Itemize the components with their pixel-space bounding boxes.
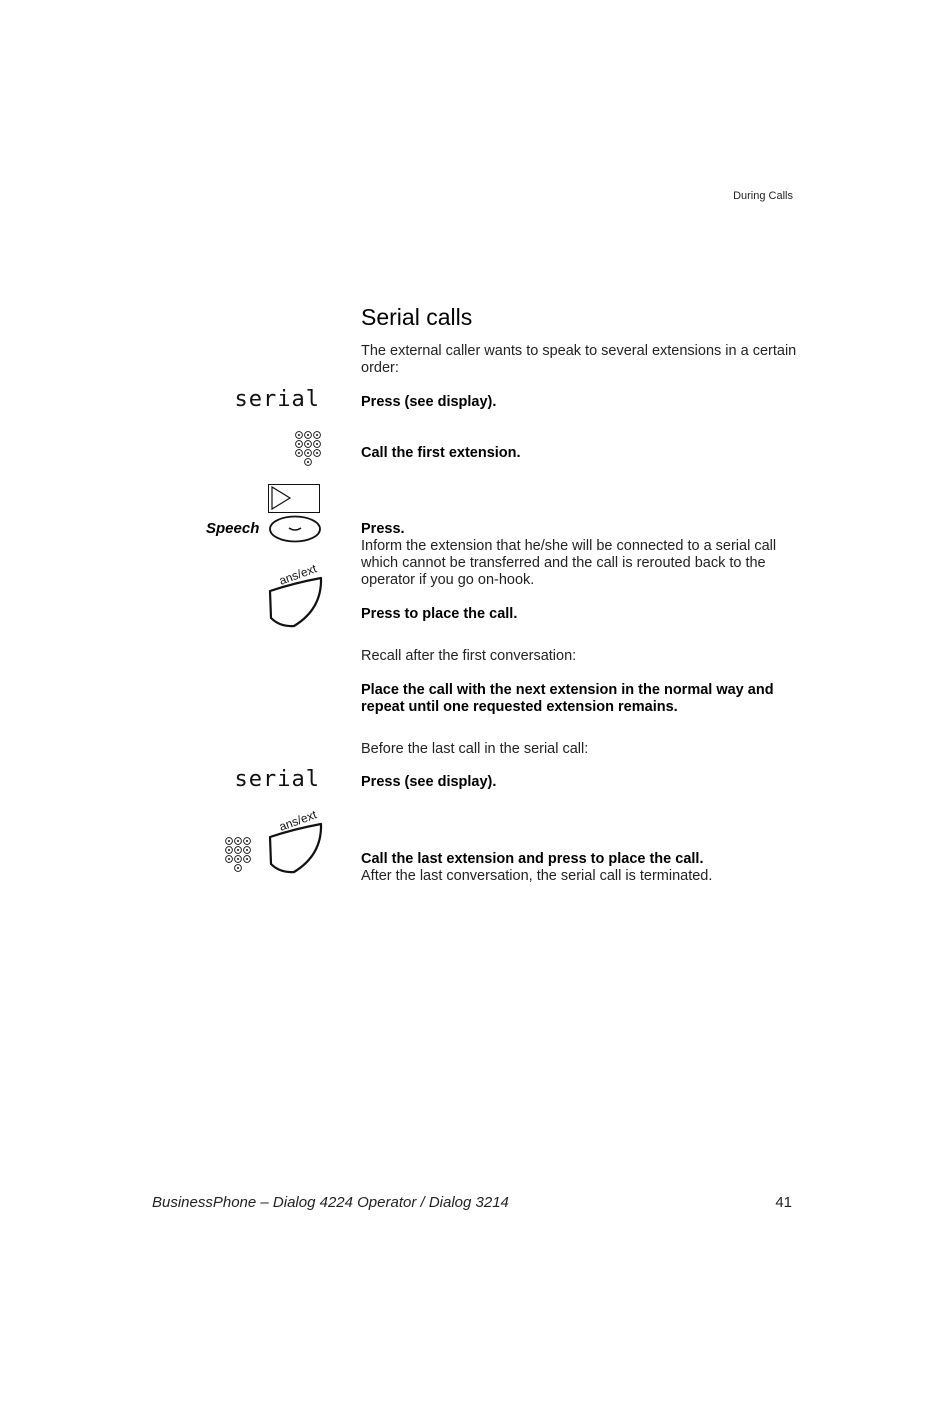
speech-key-label: Speech — [206, 520, 260, 537]
step-press-to-place-call: Press to place the call. — [361, 606, 518, 622]
recall-text: Recall after the first conversation: — [361, 648, 577, 664]
step-inform-text: Inform the extension that he/she will be connected to a serial call which cannot be transferred and the call is rerouted back to the operator if you go on-hook. — [361, 538, 777, 588]
step-call-last-extension: Call the last extension and press to place the call. — [361, 851, 704, 867]
step-press: Press. — [361, 521, 405, 537]
footer-document-title: BusinessPhone – Dialog 4224 Operator / Dialog 3214 — [152, 1194, 509, 1211]
handset-ans-ext-icon-2 — [266, 807, 326, 875]
step-press-display-1: Press (see display). — [361, 394, 497, 410]
page-title: Serial calls — [361, 304, 473, 330]
speech-key-icon — [268, 515, 322, 543]
keypad-icon — [294, 431, 326, 473]
intro-text: The external caller wants to speak to several extensions in a certain order: — [361, 343, 797, 376]
step-press-display-2: Press (see display). — [361, 774, 497, 790]
running-header: During Calls — [733, 190, 793, 202]
ans-ext-label-2: ans/ext — [277, 807, 319, 834]
step-serial-terminated: After the last conversation, the serial call is terminated. — [361, 868, 713, 884]
display-serial-icon: serial — [234, 387, 320, 412]
keypad-icon-2 — [224, 837, 256, 879]
step-call-first-extension: Call the first extension. — [361, 445, 521, 461]
display-serial-icon-2: serial — [234, 767, 320, 792]
handset-ans-ext-icon — [266, 561, 326, 629]
display-arrow-icon — [268, 484, 320, 514]
before-last-text: Before the last call in the serial call: — [361, 741, 589, 757]
ans-ext-label-1: ans/ext — [277, 561, 319, 588]
page-number: 41 — [775, 1194, 792, 1211]
step-place-next-call: Place the call with the next extension in the normal way and repeat until one requested extension remains. — [361, 682, 774, 715]
